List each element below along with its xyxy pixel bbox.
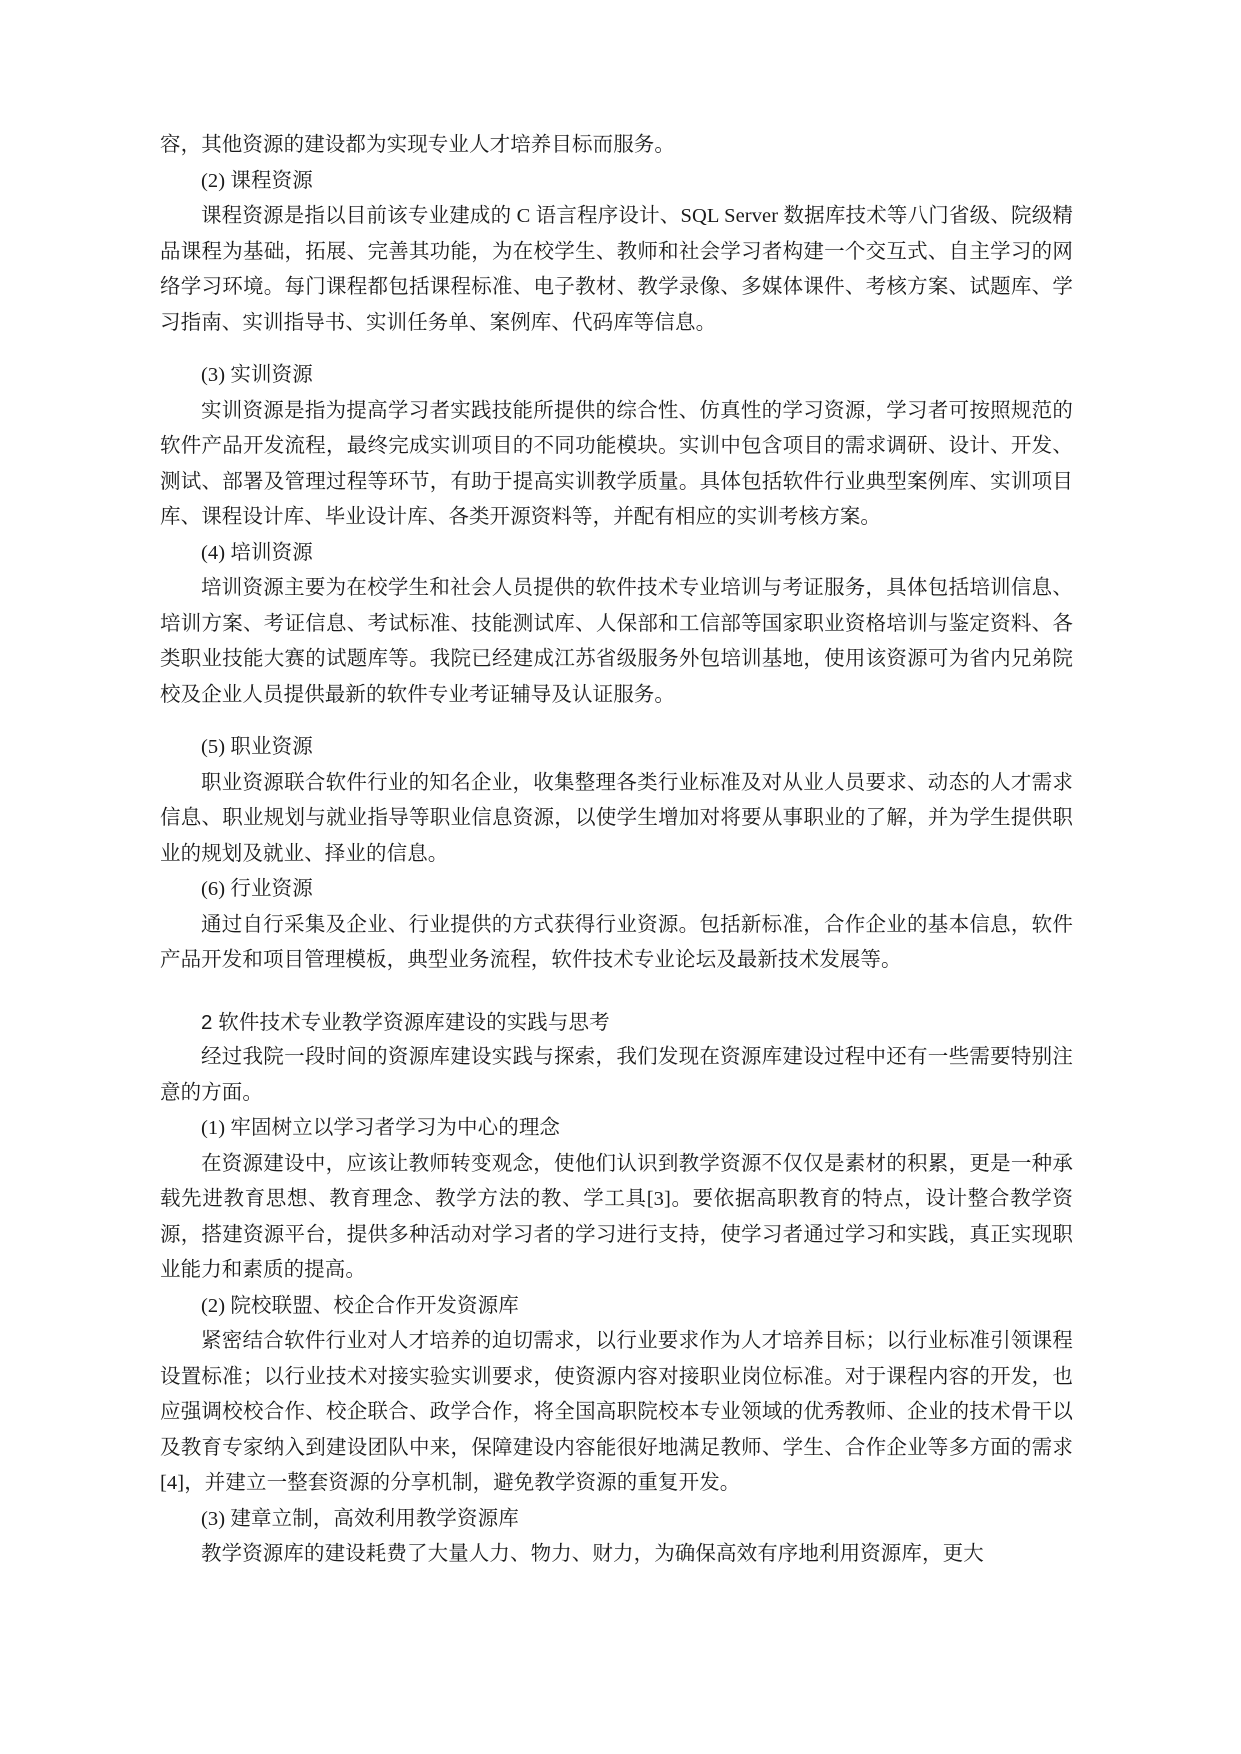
paragraph-rules-and-regulations: 教学资源库的建设耗费了大量人力、物力、财力，为确保高效有序地利用资源库，更大	[201, 1543, 984, 1565]
heading-career-resources: (5) 职业资源	[201, 736, 313, 758]
spacer	[160, 979, 1073, 1005]
heading-course-resources: (2) 课程资源	[201, 169, 313, 192]
heading-school-enterprise: (2) 院校联盟、校企合作开发资源库	[201, 1294, 519, 1317]
heading-rules-and-regulations: (3) 建章立制，高效利用教学资源库	[201, 1507, 519, 1530]
heading-industry-resources: (6) 行业资源	[201, 878, 313, 900]
paragraph-training-practice-resources: 实训资源是指为提高学习者实践技能所提供的综合性、仿真性的学习资源，学习者可按照规范的软件产品开发流程，最终完成实训项目的不同功能模块。实训中包含项目的需求调研、设计、开发、测试、部署及管理过程等环节，有助于提高实训教学质量。具体包括软件行业典型案例库、实训项目库、课程设计库、毕业设计库、各类开源资料等，并配有相应的实训考核方案。	[160, 399, 1073, 528]
paragraph-training-resources: 培训资源主要为在校学生和社会人员提供的软件技术专业培训与考证服务，具体包括培训信息、培训方案、考证信息、考试标准、技能测试库、人保部和工信部等国家职业资格培训与鉴定资料、各类职业技能大赛的试题库等。我院已经建成江苏省级服务外包培训基地，使用该资源可为省内兄弟院校及企业人员提供最新的软件专业考证辅导及认证服务。	[160, 577, 1073, 706]
spacer	[160, 341, 1073, 358]
section-title-2: 2 软件技术专业教学资源库建设的实践与思考	[201, 1010, 610, 1034]
paragraph-learner-centered: 在资源建设中，应该让教师转变观念，使他们认识到教学资源不仅仅是素材的积累，更是一种承载先进教育思想、教育理念、教学方法的教、学工具[3]。要依据高职教育的特点，设计整合教学资源，搭建资源平台，提供多种活动对学习者的学习进行支持，使学习者通过学习和实践，真正实现职业能力和素质的提高。	[160, 1152, 1073, 1281]
paragraph-intro-continued: 容，其他资源的建设都为实现专业人才培养目标而服务。	[160, 134, 675, 156]
spacer	[160, 713, 1073, 730]
heading-learner-centered: (1) 牢固树立以学习者学习为中心的理念	[201, 1117, 561, 1139]
document-body	[160, 128, 1073, 1573]
heading-training-resources: (4) 培训资源	[201, 541, 313, 564]
paragraph-school-enterprise: 紧密结合软件行业对人才培养的迫切需求，以行业要求作为人才培养目标；以行业标准引领课程设置标准；以行业技术对接实验实训要求，使资源内容对接职业岗位标准。对于课程内容的开发，也应强调校校合作、校企联合、政学合作，将全国高职院校本专业领域的优秀教师、企业的技术骨干以及教育专家纳入到建设团队中来，保障建设内容能很好地满足教师、学生、合作企业等多方面的需求[4]，并建立一整套资源的分享机制，避免教学资源的重复开发。	[160, 1330, 1073, 1494]
heading-training-practice-resources: (3) 实训资源	[201, 364, 313, 386]
paragraph-course-resources: 课程资源是指以目前该专业建成的 C 语言程序设计、SQL Server 数据库技术等八门省级、院级精品课程为基础，拓展、完善其功能，为在校学生、教师和社会学习者构建一个交互式、自主学习的网络学习环境。每门课程都包括课程标准、电子教材、教学录像、多媒体课件、考核方案、试题库、学习指南、实训指导书、实训任务单、案例库、代码库等信息。	[160, 205, 1073, 334]
paragraph-industry-resources: 通过自行采集及企业、行业提供的方式获得行业资源。包括新标准，合作企业的基本信息，软件产品开发和项目管理模板，典型业务流程，软件技术专业论坛及最新技术发展等。	[160, 913, 1073, 971]
paragraph-section-2-intro: 经过我院一段时间的资源库建设实践与探索，我们发现在资源库建设过程中还有一些需要特别注意的方面。	[160, 1046, 1073, 1104]
paragraph-career-resources: 职业资源联合软件行业的知名企业，收集整理各类行业标准及对从业人员要求、动态的人才需求信息、职业规划与就业指导等职业信息资源，以使学生增加对将要从事职业的了解，并为学生提供职业的规划及就业、择业的信息。	[160, 771, 1073, 865]
